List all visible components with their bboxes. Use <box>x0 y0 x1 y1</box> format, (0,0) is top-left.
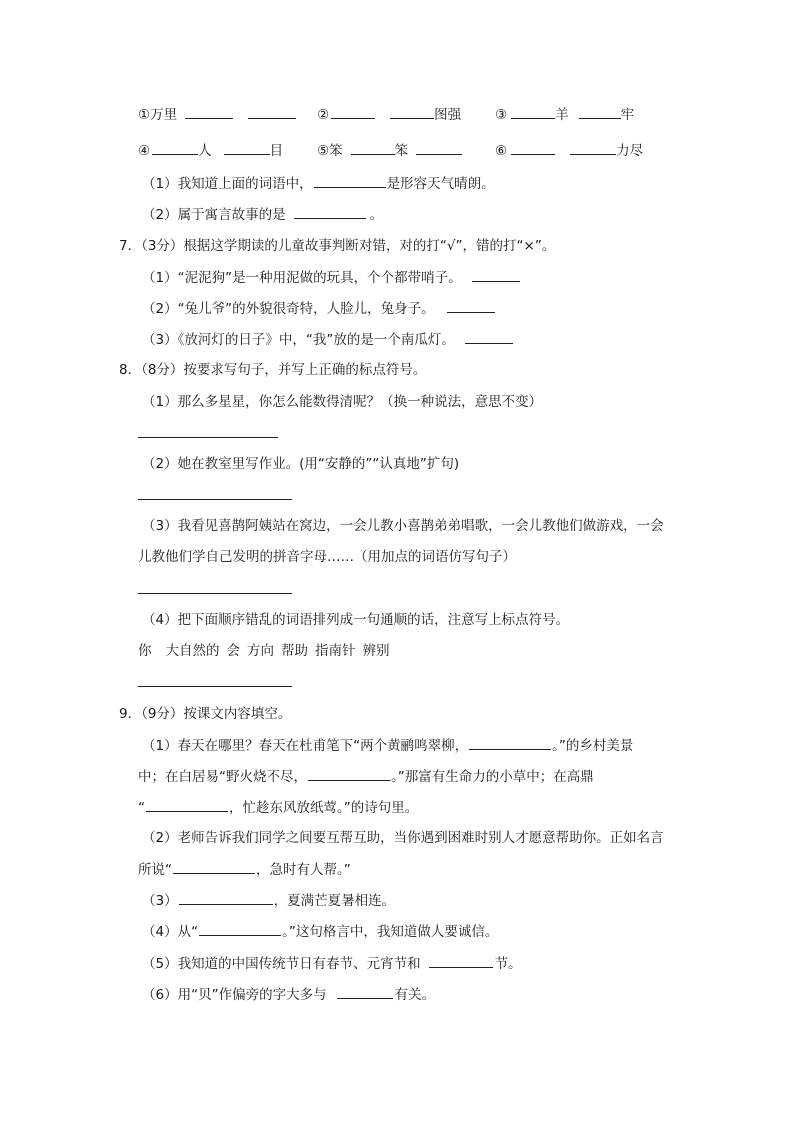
idiom-2 <box>317 104 461 125</box>
blank[interactable] <box>185 104 233 119</box>
q9-part-3: （3） ，夏满芒夏暑相连。 <box>142 890 395 910</box>
judge-blank[interactable] <box>465 329 513 344</box>
blank[interactable] <box>511 140 555 155</box>
circled-number: ⑥ <box>495 143 508 159</box>
answer-line[interactable] <box>138 499 292 500</box>
circled-number: ④ <box>138 143 151 159</box>
q9-part-1b: 中；在白居易“野火烧不尽， 。”那富有生命力的小草中；在高鼎 <box>138 766 594 786</box>
festival-blank[interactable] <box>429 953 493 968</box>
idiom-text: 目 <box>269 143 284 159</box>
q7-item-3: （3）《放河灯的日子》中，“我”放的是一个南瓜灯。 <box>142 329 516 349</box>
answer-blank[interactable] <box>294 204 366 219</box>
q8-sentence-2: （2）她在教室里写作业。(用“安静的”“认真地”扩句) <box>142 456 460 472</box>
blank[interactable] <box>579 104 621 119</box>
idiom-text: 万里 <box>150 107 178 123</box>
q7-item-2: （2）“兔儿爷”的外貌很奇特，人脸儿，兔身子。 <box>142 298 498 318</box>
judge-blank[interactable] <box>447 298 495 313</box>
word: 会 <box>226 643 240 659</box>
circled-number: ① <box>138 107 151 123</box>
idiom-text: 图强 <box>434 107 462 123</box>
idiom-row-1 <box>0 104 794 124</box>
idiom-row-2 <box>0 140 794 160</box>
answer-line[interactable] <box>138 437 278 438</box>
blank[interactable] <box>248 104 296 119</box>
answer-blank[interactable] <box>314 173 386 188</box>
idiom-4 <box>138 140 283 161</box>
idiom-6 <box>495 140 643 161</box>
q8-sentence-4: （4）把下面顺序错乱的词语排列成一句通顺的话，注意写上标点符号。 <box>142 612 570 628</box>
blank[interactable] <box>390 104 434 119</box>
word: 方向 <box>247 643 274 659</box>
poem-blank[interactable] <box>308 766 390 781</box>
q8-sentence-1: （1）那么多星星，你怎么能数得清呢？（换一种说法，意思不变） <box>142 394 543 410</box>
idiom-5 <box>317 140 465 161</box>
q9-part-6: （6）用“贝”作偏旁的字大多与 有关。 <box>142 984 435 1004</box>
poem-blank[interactable] <box>469 735 551 750</box>
answer-line[interactable] <box>138 593 292 594</box>
circled-number: ⑤ <box>317 143 330 159</box>
idiom-question-1: （1）我知道上面的词语中， 是形容天气晴朗。 <box>142 173 495 193</box>
idiom-text: 羊 <box>555 107 569 123</box>
q9-part-1c: “ ，忙趁东风放纸莺。”的诗句里。 <box>138 797 418 817</box>
idiom-text: 笨 <box>329 143 343 159</box>
q9-title: 9．（9分）按课文内容填空。 <box>119 706 292 722</box>
circled-number: ③ <box>495 107 508 123</box>
blank[interactable] <box>331 104 375 119</box>
word: 大自然的 <box>165 643 220 659</box>
q8-sentence-3b: 儿教他们学自己发明的拼音字母……（用加点的词语仿写句子） <box>138 549 516 565</box>
radical-blank[interactable] <box>337 984 393 999</box>
idiom-text: 人 <box>198 143 212 159</box>
idiom-1 <box>138 104 299 125</box>
word: 帮助 <box>281 643 308 659</box>
blank[interactable] <box>511 104 555 119</box>
word: 你 <box>138 643 152 659</box>
judge-blank[interactable] <box>472 267 520 282</box>
answer-line[interactable] <box>138 686 292 687</box>
q9-part-5: （5）我知道的中国传统节日有春节、元宵节和 节。 <box>142 953 522 973</box>
proverb-blank[interactable] <box>173 859 255 874</box>
idiom-question-2: （2）属于寓言故事的是 。 <box>142 204 383 224</box>
q9-part-4: （4）从“ 。”这句格言中，我知道做人要诚信。 <box>142 921 498 941</box>
circled-number: ② <box>317 107 330 123</box>
q9-part-1a: （1）春天在哪里？春天在杜甫笔下“两个黄鹂鸣翠柳， 。”的乡村美景 <box>142 735 633 755</box>
blank[interactable] <box>351 140 395 155</box>
q7-title: 7．（3分）根据这学期读的儿童故事判断对错，对的打“√”，错的打“×”。 <box>119 238 556 254</box>
blank[interactable] <box>416 140 462 155</box>
q9-part-2b: 所说“ ，急时有人帮。” <box>138 859 351 879</box>
word: 指南针 <box>315 643 356 659</box>
solar-term-blank[interactable] <box>179 890 273 905</box>
idiom-text: 力尽 <box>616 143 644 159</box>
idiom-text: 笨 <box>394 143 409 159</box>
blank[interactable] <box>152 140 198 155</box>
scrambled-words <box>138 641 397 661</box>
blank[interactable] <box>570 140 616 155</box>
maxim-blank[interactable] <box>199 921 281 936</box>
idiom-text: 牢 <box>620 107 635 123</box>
q8-sentence-3a: （3）我看见喜鹊阿姨站在窝边，一会儿教小喜鹊弟弟唱歌，一会儿教他们做游戏，一会 <box>142 518 664 534</box>
q7-item-1: （1）“泥泥狗”是一种用泥做的玩具，个个都带哨子。 <box>142 267 523 287</box>
word: 辨别 <box>362 643 390 659</box>
q9-part-2a: （2）老师告诉我们同学之间要互帮互助，当你遇到困难时别人才愿意帮助你。正如名言 <box>142 830 664 846</box>
poem-blank[interactable] <box>146 797 228 812</box>
q8-title: 8．（8分）按要求写句子，并写上正确的标点符号。 <box>119 362 427 378</box>
idiom-3 <box>495 104 634 125</box>
blank[interactable] <box>224 140 270 155</box>
